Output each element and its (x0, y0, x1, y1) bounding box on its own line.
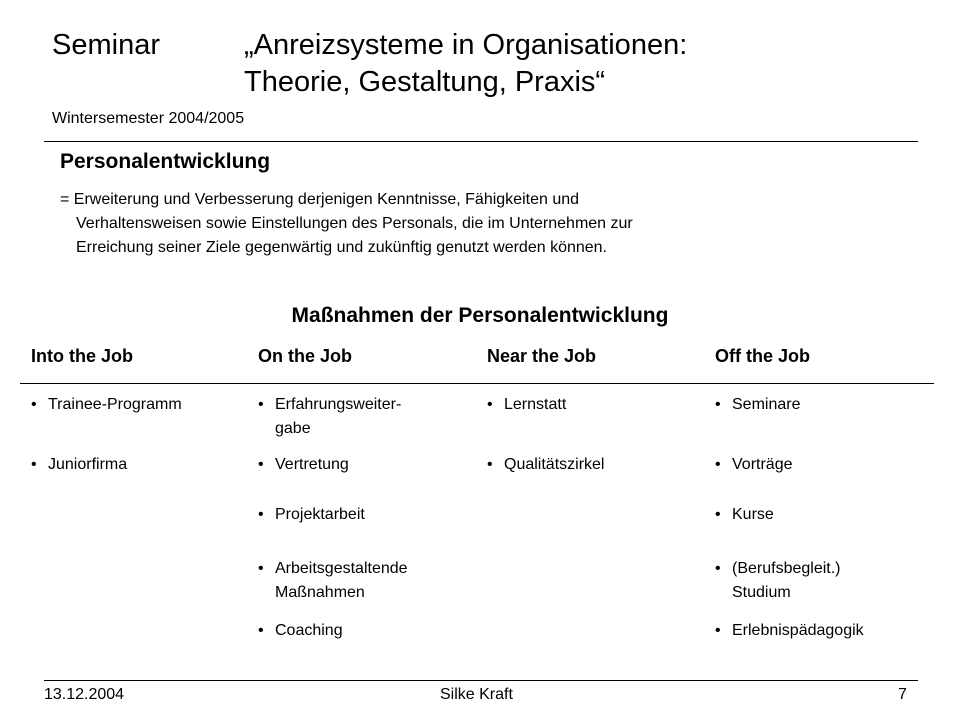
column-header-off-the-job: Off the Job (715, 346, 810, 366)
list-item: • Kurse (715, 503, 774, 527)
bullet-icon: • (31, 456, 37, 473)
list-item: • Vertretung (258, 453, 349, 477)
list-item: • Erfahrungsweiter- gabe (258, 393, 401, 441)
bullet-icon: • (258, 456, 264, 473)
definition-line-3: Erreichung seiner Ziele gegenwärtig und zukünftig genutzt werden können. (76, 239, 607, 256)
list-item: • Arbeitsgestaltende Maßnahmen (258, 557, 408, 605)
list-item: • Vorträge (715, 453, 792, 477)
header-title-line-1: „Anreizsysteme in Organisationen: (244, 29, 688, 61)
bullet-icon: • (715, 456, 721, 473)
list-item: • Juniorfirma (31, 453, 127, 477)
list-item: • Projektarbeit (258, 503, 365, 527)
footer-date: 13.12.2004 (44, 686, 125, 703)
footer-author: Silke Kraft (440, 686, 513, 703)
bullet-icon: • (258, 506, 264, 523)
list-item: • Coaching (258, 619, 343, 643)
column-header-near-the-job: Near the Job (487, 346, 597, 366)
definition-line-2: Verhaltensweisen sowie Einstellungen des Personals, die im Unternehmen zur (76, 215, 633, 232)
list-item: • Erlebnispädagogik (715, 619, 864, 643)
bullet-icon: • (487, 396, 493, 413)
header-title-line-2: Theorie, Gestaltung, Praxis“ (244, 66, 606, 98)
bullet-icon: • (715, 560, 721, 577)
bullet-icon: • (715, 506, 721, 523)
list-item: • (Berufsbegleit.) Studium (715, 557, 841, 605)
header-semester: Wintersemester 2004/2005 (52, 110, 245, 127)
page-number: 7 (898, 686, 907, 703)
list-item: • Qualitätszirkel (487, 453, 604, 477)
section-title: Personalentwicklung (60, 150, 271, 173)
bullet-icon: • (715, 622, 721, 639)
footer-divider (44, 680, 918, 681)
list-item: • Trainee-Programm (31, 393, 182, 417)
bullet-icon: • (258, 622, 264, 639)
header-seminar-label: Seminar (52, 29, 160, 61)
column-header-on-the-job: On the Job (258, 346, 352, 366)
bullet-icon: • (258, 560, 264, 577)
bullet-icon: • (715, 396, 721, 413)
list-item: • Lernstatt (487, 393, 566, 417)
table-title: Maßnahmen der Personalentwicklung (291, 304, 669, 327)
bullet-icon: • (487, 456, 493, 473)
definition-line-1: = Erweiterung und Verbesserung derjenigen Kenntnisse, Fähigkeiten und (60, 191, 580, 208)
definition-text (60, 188, 910, 260)
bullet-icon: • (31, 396, 37, 413)
column-header-into-the-job: Into the Job (31, 346, 133, 366)
table-header-divider (20, 383, 934, 384)
list-item: • Seminare (715, 393, 800, 417)
bullet-icon: • (258, 396, 264, 413)
header-divider (44, 141, 918, 142)
